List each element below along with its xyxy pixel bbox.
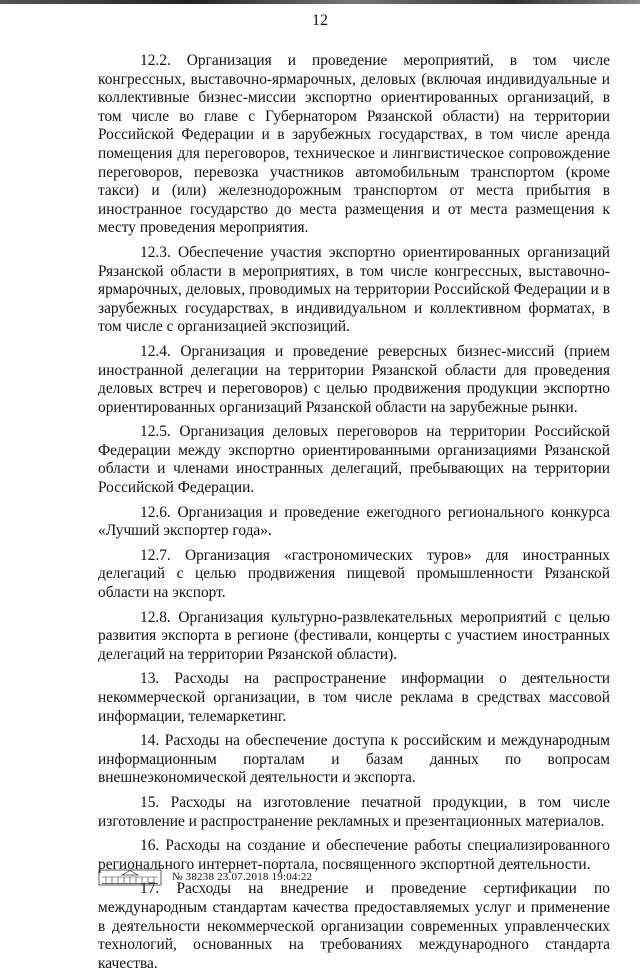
paragraph-12-4: 12.4. Организация и проведение реверсных бизнес-миссий (прием иностранной делегации на территории Рязанской области для проведения деловых встреч и переговоров) с целью продвижения продукции экспортно ориентированных организаций Рязанской области на зарубежные рынки.: [98, 342, 610, 416]
registry-building-icon: [98, 867, 162, 887]
paragraph-12-8: 12.8. Организация культурно-развлекательных мероприятий с целью развития экспорта в регионе (фестивали, концерты с участием иностранных делегаций на территории Рязанской области).: [98, 608, 610, 663]
document-body: [98, 52, 610, 979]
paragraph-13: 13. Расходы на распространение информации о деятельности некоммерческой организации, в том числе реклама в средствах массовой информации, телемаркетинг.: [98, 670, 610, 725]
paragraph-12-3: 12.3. Обеспечение участия экспортно ориентированных организаций Рязанской области в мероприятиях, в том числе конгрессных, выставочно-ярмарочных, деловых, проводимых на территории Российской Федерации и в зарубежных государствах, в индивидуальном и коллективном форматах, в том числе с организацией экспозиций.: [98, 243, 610, 336]
paragraph-16: 16. Расходы на создание и обеспечение работы специализированного регионального интернет-портала, посвященного экспортной деятельности.: [98, 837, 610, 873]
paragraph-12-7: 12.7. Организация «гастрономических туров» для иностранных делегаций с целью продвижения пищевой промышленности Рязанской области на экспорт.: [98, 546, 610, 602]
paragraph-12-5: 12.5. Организация деловых переговоров на территории Российской Федерации между экспортно ориентированными организациями Рязанской области и членами иностранных делегаций, пребывающих на территории Российской Федерации.: [98, 423, 610, 497]
page-number: 12: [312, 12, 328, 29]
paragraph-12-2: 12.2. Организация и проведение мероприятий, в том числе конгрессных, выставочно-ярмарочных, деловых (включая индивидуальные и коллективные бизнес-миссии экспортно ориентированных организаций, в том числе во главе с Губернатором Рязанской области) на территории Российской Федерации и в зарубежных государствах, в том числе аренда помещения для переговоров, техническое и лингвистическое сопровождение переговоров, перевозка участников автомобильным транспортом (кроме такси) и (или) железнодорожным транспортом от места прибытия в иностранное государство до места размещения и от места размещения к месту проведения мероприятия.: [98, 52, 610, 237]
registration-number: № 38238 23.07.2018 19:04:22: [172, 871, 313, 883]
paragraph-12-6: 12.6. Организация и проведение ежегодного регионального конкурса «Лучший экспортер года».: [98, 503, 610, 540]
registration-stamp: [98, 866, 312, 888]
paragraph-14: 14. Расходы на обеспечение доступа к российским и международным информационным порталам и базам данных по вопросам внешнеэкономической деятельности и экспорта.: [98, 732, 610, 787]
paragraph-15: 15. Расходы на изготовление печатной продукции, в том числе изготовление и распространение рекламных и презентационных материалов.: [98, 793, 610, 830]
scan-top-edge: [0, 0, 640, 4]
paragraph-17: 17. Расходы на внедрение и проведение сертификации по международным стандартам качества предоставляемых услуг и применение в деятельности некоммерческой организации современных управленческих технологий, основанных на требованиях международного стандарта качества.: [98, 880, 610, 972]
